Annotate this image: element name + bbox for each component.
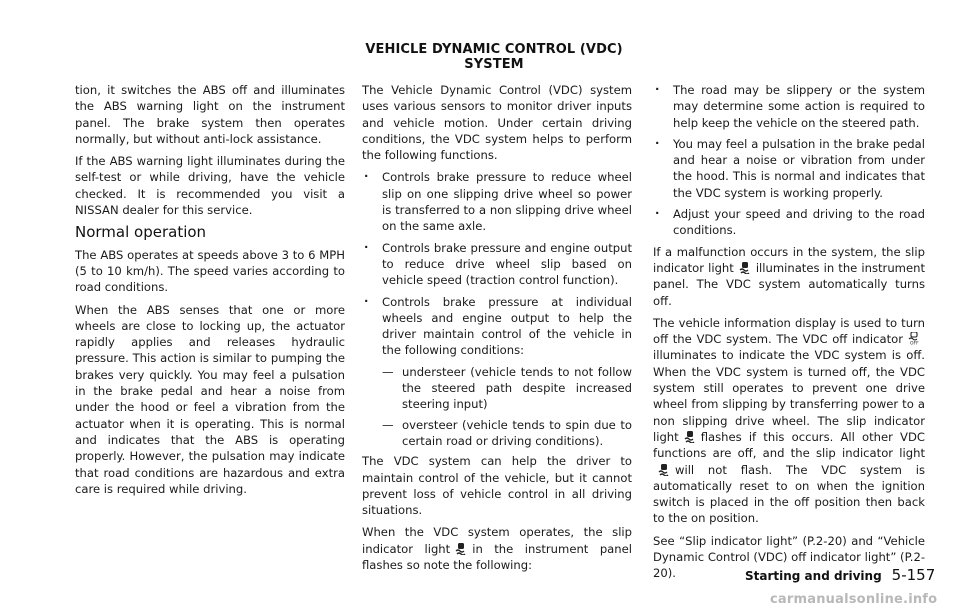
paragraph [653,244,925,309]
paragraph: tion, it switches the ABS off and illuminates the ABS warning light on the instrument panel. The brake system then operates normally, but without anti-lock assistance. [75,83,345,146]
paragraph: The ABS operates at speeds above 3 to 6 MPH (5 to 10 km/h). The speed varies according to road conditions. [75,247,345,295]
paragraph: The Vehicle Dynamic Control (VDC) system uses various sensors to monitor driver inputs and vehicle motion. Under certain driving conditions, the VDC system helps to perform the following functions. [362,83,632,163]
page-number: 5-157 [891,566,936,584]
bullet-item: . You may feel a pulsation in the brake pedal and hear a noise or vibration from under the hood. This is normal and indicates that the VDC system is working properly. [653,136,925,201]
column-1 [75,82,345,503]
page-header: VEHICLE DYNAMIC CONTROL (VDC) SYSTEM [365,42,623,72]
column-2 [362,82,632,579]
text-span: illuminates to indicate the VDC system is off. When the VDC system is turned off, the VDC system still operates to prevent one drive wheel from slipping by transferring power to a non slipping drive wheel. The slip indicator light [653,348,925,444]
svg-text:OFF: OFF [910,341,919,346]
slip-indicator-icon [683,430,697,443]
section-name: Starting and driving [745,569,882,583]
text-span: The vehicle information display is used to turn off the VDC system. The VDC off indicator [653,315,925,347]
paragraph [653,315,925,527]
slip-indicator-icon [738,261,752,274]
column-3 [653,82,925,588]
paragraph [362,524,632,573]
bullet-item: . Controls brake pressure at individual wheels and engine output to help the driver maintain control of the vehicle in the following conditions: [362,294,632,359]
dash-item: — understeer (vehicle tends to not follow the steered path despite increased steering input) [382,364,632,413]
paragraph: See “Slip indicator light” (P.2-20) and “Vehicle Dynamic Control (VDC) off indicator light” (P.2-20). [653,533,925,581]
paragraph: The VDC system can help the driver to maintain control of the vehicle, but it cannot prevent loss of vehicle control in all driving situations. [362,454,632,518]
page-footer [745,566,935,584]
bullet-item: . Controls brake pressure and engine output to reduce drive wheel slip based on vehicle speed (traction control function). [362,240,632,289]
bullet-item: . The road may be slippery or the system may determine some action is required to help keep the vehicle on the steered path. [653,82,925,131]
text-span: flashes if this occurs. All other VDC functions are off, and the slip indicator light [653,429,925,461]
text-span: will not flash. The VDC system is automatically reset to on when the ignition switch is placed in the off position then back to the on position. [653,462,925,526]
slip-indicator-icon [454,542,468,555]
text-span: illuminates in the instrument panel. The VDC system automatically turns off. [653,260,925,308]
paragraph: When the ABS senses that one or more wheels are close to locking up, the actuator rapidly applies and releases hydraulic pressure. This action is similar to pumping the brakes very quickly. You may feel a pulsation in the brake pedal and hear a noise from under the hood or feel a vibration from the actuator when it is operating. This is normal and indicates that the ABS is operating properly. However, the pulsation may indicate that road conditions are hazardous and extra care is required while driving. [75,302,345,496]
text-span: If a malfunction occurs in the system, the slip indicator light [653,244,925,275]
bullet-item: . Controls brake pressure to reduce wheel slip on one slipping drive wheel so power is transferred to a non slipping drive wheel on the same axle. [362,169,632,234]
text-span: When the VDC system operates, the slip indicator light [362,525,632,556]
paragraph: If the ABS warning light illuminates during the self-test or while driving, have the vehicle checked. It is recommended you visit a NISSAN dealer for this service. [75,154,345,218]
section-heading: Normal operation [75,223,207,242]
watermark: carmanualsonline.info [770,592,938,607]
text-span: in the instrument panel flashes so note the following: [362,541,632,573]
slip-indicator-icon [657,463,671,476]
vdc-off-indicator-icon [907,332,921,345]
bullet-item: . Adjust your speed and driving to the road conditions. [653,206,925,239]
dash-item: — oversteer (vehicle tends to spin due to certain road or driving conditions). [382,417,632,450]
